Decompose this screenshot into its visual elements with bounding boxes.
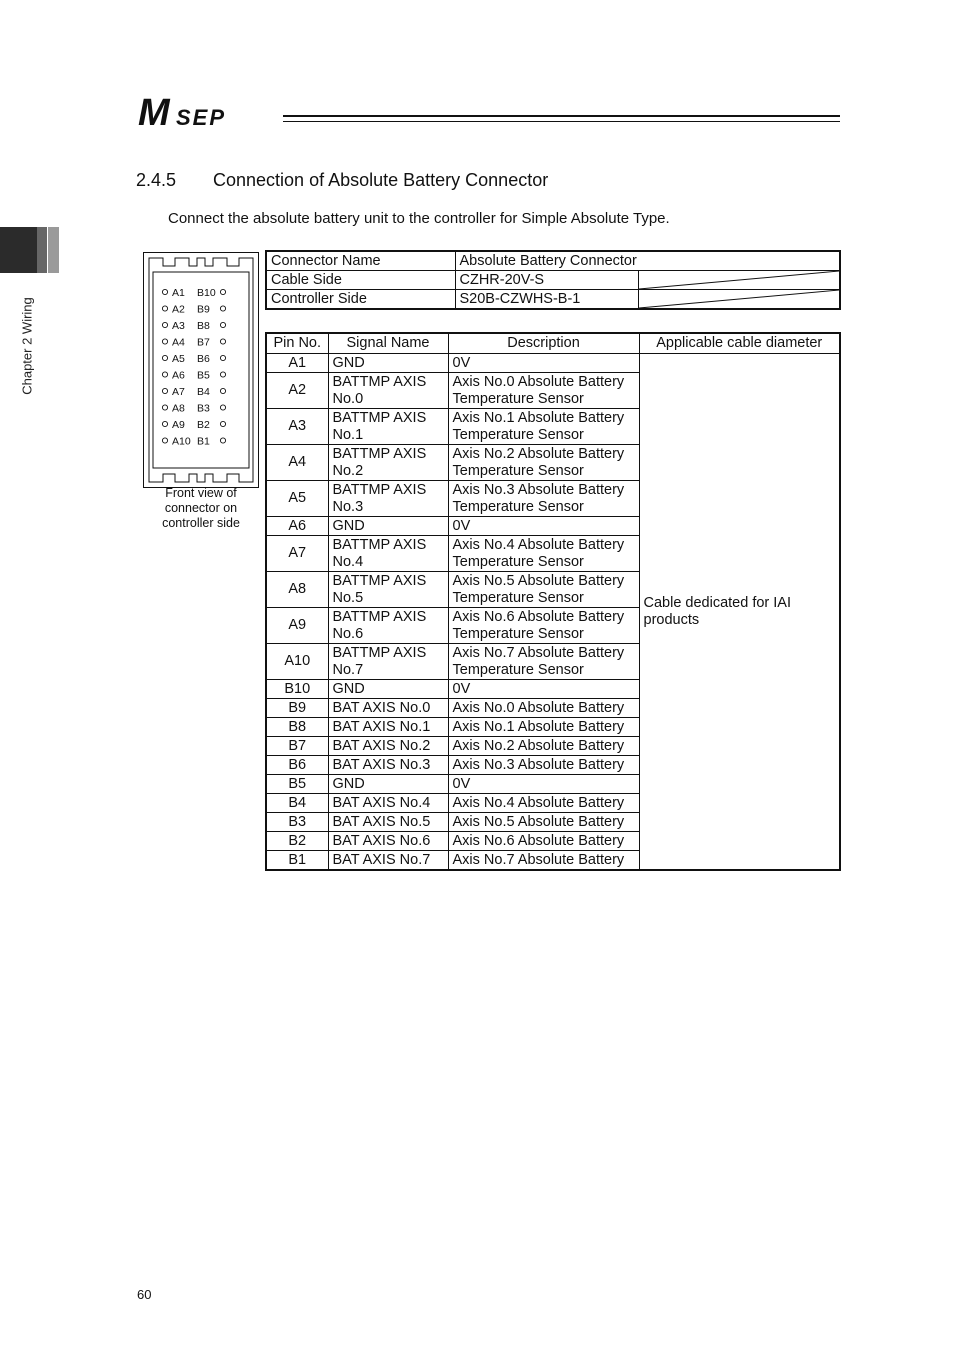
connector-diagram — [143, 252, 259, 488]
signal-name-cell: BATTMP AXIS No.5 — [328, 572, 448, 608]
signal-name-cell: GND — [328, 775, 448, 794]
cable-note-cell: Cable dedicated for IAI products — [639, 354, 840, 871]
pin-label-b: B8 — [197, 320, 210, 332]
signal-name-cell: BATTMP AXIS No.0 — [328, 373, 448, 409]
signal-name-cell: BATTMP AXIS No.4 — [328, 536, 448, 572]
signal-name-cell: BAT AXIS No.5 — [328, 813, 448, 832]
description-cell: Axis No.5 Absolute Battery — [448, 813, 639, 832]
description-cell: Axis No.0 Absolute Battery — [448, 699, 639, 718]
signal-name-cell: BATTMP AXIS No.2 — [328, 445, 448, 481]
cable-side-row — [266, 271, 840, 290]
description-cell: Axis No.6 Absolute Battery — [448, 832, 639, 851]
signal-name-cell: BATTMP AXIS No.3 — [328, 481, 448, 517]
pin-label-a: A9 — [172, 419, 185, 431]
empty-cell-diagonal — [638, 271, 840, 290]
connector-info-table — [265, 250, 841, 310]
pin-hole — [162, 306, 167, 311]
svg-text:M: M — [138, 93, 170, 133]
pin-hole — [220, 306, 225, 311]
signal-name-cell: BAT AXIS No.3 — [328, 756, 448, 775]
pin-hole — [220, 289, 225, 294]
description-cell: 0V — [448, 680, 639, 699]
pin-label-b: B5 — [197, 369, 210, 382]
pin-hole — [162, 388, 167, 393]
pin-hole — [162, 289, 167, 294]
connector-name-row — [266, 251, 840, 271]
description-cell: Axis No.2 Absolute Battery — [448, 737, 639, 756]
controller-side-label: Controller Side — [266, 290, 455, 310]
description-cell: Axis No.7 Absolute Battery — [448, 851, 639, 871]
pin-label-a: A3 — [172, 320, 185, 332]
section-heading — [136, 170, 548, 191]
pin-hole — [162, 322, 167, 327]
pin-label-b: B6 — [197, 353, 210, 365]
page-number: 60 — [137, 1287, 152, 1302]
description-cell: Axis No.1 Absolute Battery Temperature Sensor — [448, 409, 639, 445]
pin-hole — [220, 339, 225, 344]
description-cell: 0V — [448, 517, 639, 536]
pin-hole — [162, 421, 167, 426]
table-row — [266, 354, 840, 373]
pin-label-a: A4 — [172, 336, 185, 349]
pin-label-b: B9 — [197, 303, 210, 316]
pin-hole — [220, 322, 225, 327]
chapter-tab-stripe-light — [48, 227, 59, 273]
controller-side-row — [266, 290, 840, 310]
pin-number-cell: A3 — [266, 409, 328, 445]
pin-number-cell: B9 — [266, 699, 328, 718]
pin-number-cell: B6 — [266, 756, 328, 775]
signal-name-cell: BAT AXIS No.7 — [328, 851, 448, 871]
pin-hole — [162, 372, 167, 377]
cable-side-value: CZHR-20V-S — [455, 271, 638, 290]
pin-label-b: B1 — [197, 435, 210, 448]
header-description: Description — [448, 333, 639, 354]
pin-label-a: A10 — [172, 435, 191, 448]
connector-name-label: Connector Name — [266, 251, 455, 271]
chapter-label: Chapter 2 Wiring — [19, 297, 35, 395]
pin-label-b: B4 — [197, 386, 210, 398]
svg-text:SEP: SEP — [176, 105, 227, 130]
pin-label-a: A8 — [172, 402, 185, 415]
header-rule — [283, 115, 840, 117]
section-title: Connection of Absolute Battery Connector — [213, 170, 549, 190]
signal-name-cell: BATTMP AXIS No.7 — [328, 644, 448, 680]
pin-hole — [220, 388, 225, 393]
pin-label-a: A2 — [172, 303, 185, 316]
description-cell: Axis No.4 Absolute Battery Temperature Sensor — [448, 536, 639, 572]
pin-number-cell: A1 — [266, 354, 328, 373]
description-cell: Axis No.0 Absolute Battery Temperature Sensor — [448, 373, 639, 409]
pin-hole — [162, 405, 167, 410]
description-cell: Axis No.1 Absolute Battery — [448, 718, 639, 737]
intro-text: Connect the absolute battery unit to the controller for Simple Absolute Type. — [168, 210, 670, 227]
signal-name-cell: GND — [328, 680, 448, 699]
header-signal-name: Signal Name — [328, 333, 448, 354]
cable-side-label: Cable Side — [266, 271, 455, 290]
description-cell: Axis No.3 Absolute Battery Temperature Sensor — [448, 481, 639, 517]
description-cell: 0V — [448, 775, 639, 794]
pin-number-cell: B8 — [266, 718, 328, 737]
pin-hole — [220, 372, 225, 377]
empty-cell-diagonal — [638, 290, 840, 310]
pin-number-cell: B7 — [266, 737, 328, 756]
pin-hole — [220, 405, 225, 410]
signal-name-cell: BAT AXIS No.4 — [328, 794, 448, 813]
pin-number-cell: A7 — [266, 536, 328, 572]
pin-number-cell: B1 — [266, 851, 328, 871]
section-number: 2.4.5 — [136, 170, 177, 190]
header-pin-no: Pin No. — [266, 333, 328, 354]
pin-hole — [220, 438, 225, 443]
signal-name-cell: GND — [328, 517, 448, 536]
pin-number-cell: B3 — [266, 813, 328, 832]
pin-label-a: A5 — [172, 353, 185, 365]
pin-number-cell: A10 — [266, 644, 328, 680]
pin-number-cell: B2 — [266, 832, 328, 851]
signal-name-cell: BATTMP AXIS No.6 — [328, 608, 448, 644]
description-cell: Axis No.7 Absolute Battery Temperature Sensor — [448, 644, 639, 680]
pin-number-cell: A5 — [266, 481, 328, 517]
signal-name-cell: BATTMP AXIS No.1 — [328, 409, 448, 445]
description-cell: Axis No.2 Absolute Battery Temperature Sensor — [448, 445, 639, 481]
chapter-tab — [0, 227, 37, 273]
pin-hole — [162, 438, 167, 443]
header-cable-diameter: Applicable cable diameter — [639, 333, 840, 354]
chapter-tab-stripe — [37, 227, 47, 273]
controller-side-value: S20B-CZWHS-B-1 — [455, 290, 638, 310]
header-rule-thin — [283, 121, 840, 122]
signal-name-cell: GND — [328, 354, 448, 373]
connector-caption: Front view of connector on controller side — [162, 486, 240, 530]
pin-number-cell: A4 — [266, 445, 328, 481]
table-header-row — [266, 333, 840, 354]
pin-label-a: A6 — [172, 369, 185, 382]
description-cell: Axis No.5 Absolute Battery Temperature Sensor — [448, 572, 639, 608]
description-cell: Axis No.3 Absolute Battery — [448, 756, 639, 775]
pin-number-cell: A6 — [266, 517, 328, 536]
signal-name-cell: BAT AXIS No.1 — [328, 718, 448, 737]
pin-number-cell: A9 — [266, 608, 328, 644]
pin-number-cell: A8 — [266, 572, 328, 608]
pin-number-cell: B4 — [266, 794, 328, 813]
pin-number-cell: B5 — [266, 775, 328, 794]
pin-number-cell: A2 — [266, 373, 328, 409]
connector-name-value: Absolute Battery Connector — [455, 251, 840, 271]
pin-label-b: B2 — [197, 419, 210, 431]
pin-label-b: B3 — [197, 402, 210, 415]
description-cell: Axis No.4 Absolute Battery — [448, 794, 639, 813]
pin-label-b: B7 — [197, 336, 210, 349]
pin-assignment-table — [265, 332, 841, 871]
signal-name-cell: BAT AXIS No.0 — [328, 699, 448, 718]
pin-hole — [162, 339, 167, 344]
description-cell: 0V — [448, 354, 639, 373]
pin-label-a: A1 — [172, 287, 185, 299]
pin-hole — [220, 355, 225, 360]
msep-logo — [138, 93, 278, 133]
pin-number-cell: B10 — [266, 680, 328, 699]
pin-hole — [220, 421, 225, 426]
pin-hole — [162, 355, 167, 360]
signal-name-cell: BAT AXIS No.6 — [328, 832, 448, 851]
pin-label-b: B10 — [197, 287, 216, 299]
signal-name-cell: BAT AXIS No.2 — [328, 737, 448, 756]
pin-label-a: A7 — [172, 386, 185, 398]
description-cell: Axis No.6 Absolute Battery Temperature Sensor — [448, 608, 639, 644]
